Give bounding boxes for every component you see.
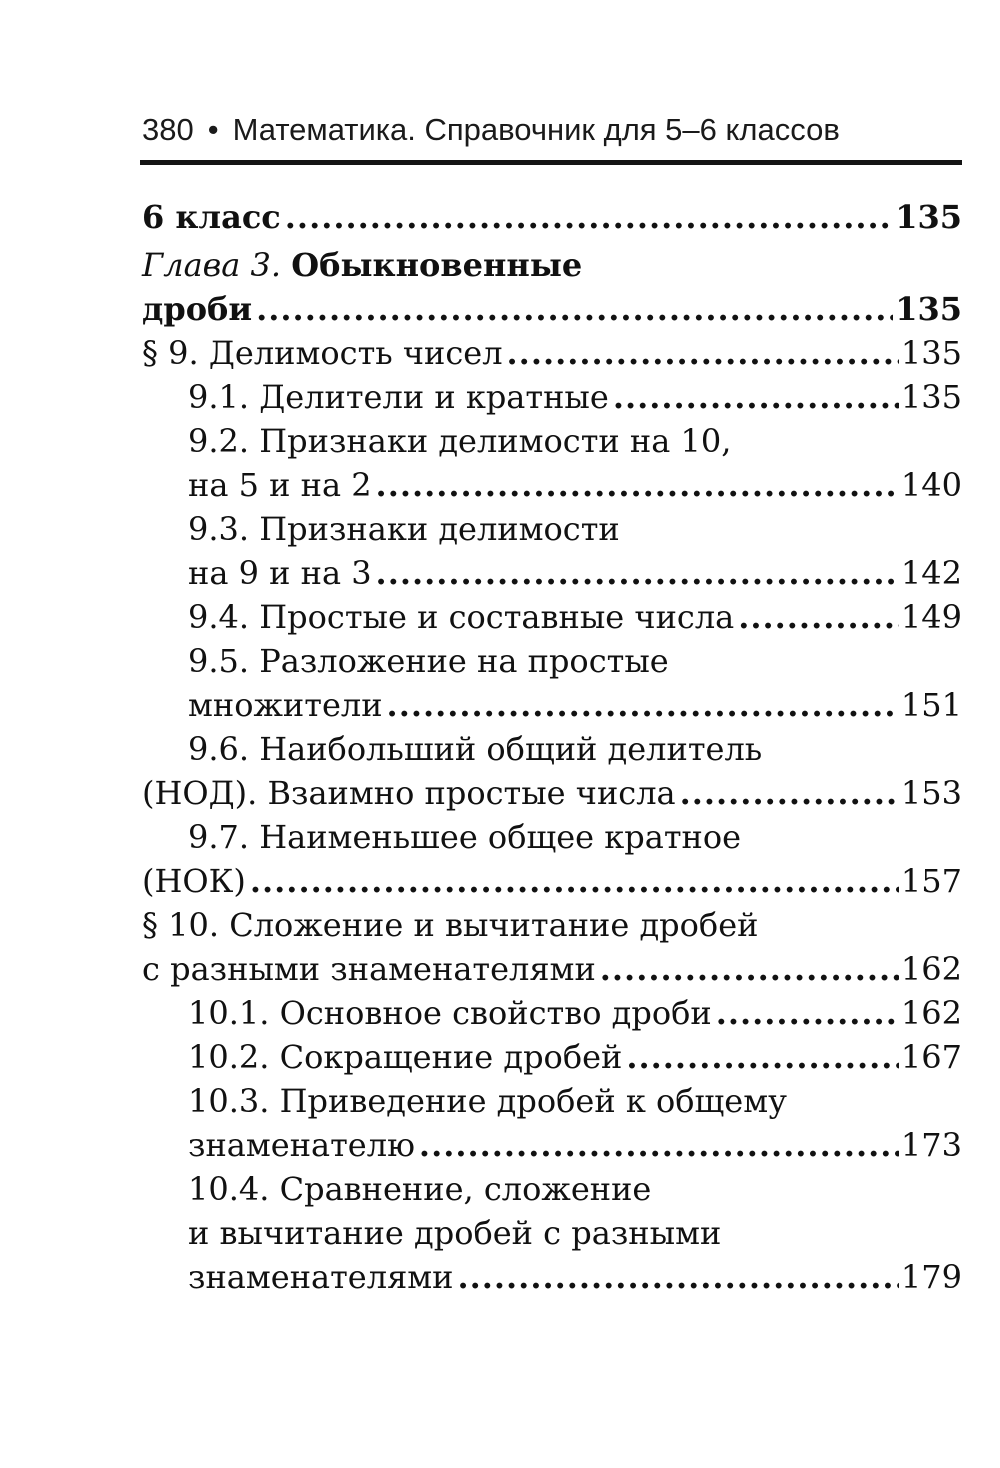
toc-page-number: 157 [900,862,962,900]
toc-entry-text: 9.2. Признаки делимости на 10, [188,422,732,460]
toc-entry-s9-2-cont [142,463,962,507]
toc-page-number: 149 [900,598,962,636]
toc-leader-dots [600,947,899,991]
toc-leader-dots [738,595,899,639]
header-rule [140,160,962,165]
toc-entry-text: 9.6. Наибольший общий делитель [188,730,763,768]
toc-entry-s9-7 [142,815,962,859]
toc-leader-dots [285,195,893,239]
toc-page-number: 153 [900,774,962,812]
toc-leader-dots [376,463,899,507]
toc-entry-chapter3-cont [142,287,962,331]
toc-entry-s9-2 [142,419,962,463]
toc-entry-s10-4-cont2 [142,1255,962,1299]
toc-entry-s9-4 [142,595,962,639]
toc-leader-dots [716,991,899,1035]
table-of-contents [142,195,962,1299]
toc-entry-s10-3 [142,1079,962,1123]
chapter-label: Глава 3. [142,246,282,284]
toc-entry-s9 [142,331,962,375]
toc-page-number: 162 [900,950,962,988]
toc-entry-text: и вычитание дробей с разными [188,1214,722,1252]
chapter-title: Обыкновенные [291,246,583,284]
toc-leader-dots [457,1255,898,1299]
toc-page-number: 135 [895,198,962,236]
toc-leader-dots [419,1123,899,1167]
toc-leader-dots [626,1035,899,1079]
toc-entry-s9-1 [142,375,962,419]
toc-leader-dots [387,683,899,727]
toc-page-number: 135 [900,334,962,372]
toc-entry-text: на 5 и на 2 [188,466,372,504]
toc-entry-s10 [142,903,962,947]
toc-entry-s10-4-cont [142,1211,962,1255]
toc-entry-text: 9.4. Простые и составные числа [188,598,735,636]
chapter-title-cont: дроби [142,290,253,328]
toc-page-number: 162 [900,994,962,1032]
toc-entry-text: знаменателю [188,1126,415,1164]
toc-entry-text: 9.1. Делители и кратные [188,378,609,416]
toc-entry-s10-cont [142,947,962,991]
toc-page-number: 140 [900,466,962,504]
toc-entry-text: с разными знаменателями [142,950,596,988]
toc-entry-s9-6-cont [142,771,962,815]
toc-leader-dots [250,859,899,903]
toc-entry-s9-6 [142,727,962,771]
toc-leader-dots [376,551,899,595]
toc-leader-dots [256,287,893,331]
toc-entry-text: знаменателями [188,1258,454,1296]
toc-entry-text: 10.2. Сокращение дробей [188,1038,623,1076]
toc-entry-text: (НОД). Взаимно простые числа [142,774,676,812]
toc-entry-s10-4 [142,1167,962,1211]
toc-entry-class6 [142,195,962,239]
toc-entry-chapter3 [142,243,962,287]
toc-entry-text: 10.1. Основное свойство дроби [188,994,712,1032]
toc-entry-text: на 9 и на 3 [188,554,372,592]
toc-leader-dots [507,331,899,375]
toc-page-number: 167 [900,1038,962,1076]
toc-entry-text: 9.7. Наименьшее общее кратное [188,818,742,856]
toc-entry-s9-3 [142,507,962,551]
page-number: 380 [142,112,194,147]
toc-entry-text: множители [188,686,383,724]
toc-entry-s9-7-cont [142,859,962,903]
running-header [142,108,962,152]
toc-entry-text: § 10. Сложение и вычитание дробей [142,906,759,944]
toc-entry-s10-3-cont [142,1123,962,1167]
toc-entry-text: 10.3. Приведение дробей к общему [188,1082,787,1120]
toc-entry-text: § 9. Делимость чисел [142,334,503,372]
toc-entry-text: 10.4. Сравнение, сложение [188,1170,652,1208]
toc-leader-dots [613,375,899,419]
toc-entry-s10-1 [142,991,962,1035]
header-bullet: • [207,112,219,147]
toc-entry-text: 6 класс [142,198,281,236]
toc-leader-dots [680,771,899,815]
toc-page-number: 135 [900,378,962,416]
toc-entry-text: 9.3. Признаки делимости [188,510,620,548]
toc-page-number: 173 [900,1126,962,1164]
toc-entry-s10-2 [142,1035,962,1079]
toc-page-number: 135 [895,290,962,328]
toc-entry-text: 9.5. Разложение на простые [188,642,669,680]
toc-entry-s9-5 [142,639,962,683]
toc-page-number: 142 [900,554,962,592]
book-title: Математика. Справочник для 5–6 классов [232,112,840,147]
toc-entry-s9-5-cont [142,683,962,727]
toc-entry-text: (НОК) [142,862,246,900]
toc-page-number: 179 [900,1258,962,1296]
toc-entry-s9-3-cont [142,551,962,595]
toc-page-number: 151 [900,686,962,724]
